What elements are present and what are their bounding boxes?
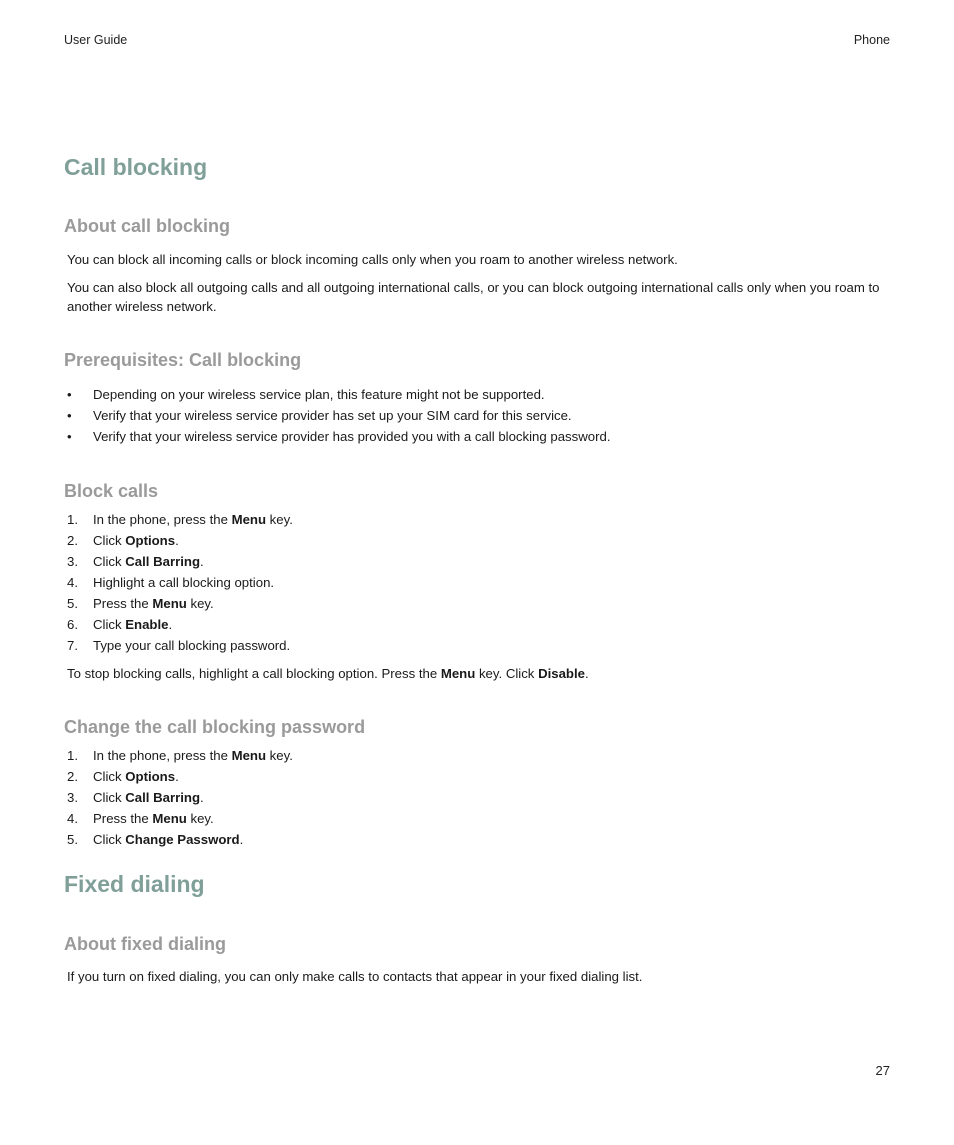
step-number: 2. bbox=[67, 769, 78, 784]
section-title-call-blocking: Call blocking bbox=[64, 154, 208, 180]
step-number: 5. bbox=[67, 832, 78, 847]
list-item bbox=[64, 530, 293, 551]
bullet-marker: • bbox=[67, 387, 72, 402]
step-ui-term: Menu bbox=[152, 811, 187, 826]
step-ui-term: Options bbox=[125, 769, 176, 784]
list-item bbox=[64, 551, 293, 572]
list-item bbox=[64, 572, 293, 593]
step-ui-term: Enable bbox=[125, 617, 169, 632]
step-text-after: key. bbox=[266, 512, 293, 527]
heading-change-password: Change the call blocking password bbox=[64, 717, 366, 737]
list-item bbox=[64, 745, 293, 766]
step-ui-term: Menu bbox=[231, 512, 267, 527]
list-item bbox=[64, 509, 293, 530]
about-call-blocking-para-1: You can block all incoming calls or block incoming calls only when you roam to another wireless network. bbox=[67, 252, 678, 267]
step-text-after: key. bbox=[266, 748, 293, 763]
step-number: 2. bbox=[67, 533, 78, 548]
step-text-after: . bbox=[200, 790, 204, 805]
step-text: Click bbox=[93, 832, 126, 847]
list-item bbox=[64, 384, 610, 405]
bullet-marker: • bbox=[67, 408, 72, 423]
bullet-marker: • bbox=[67, 429, 72, 444]
list-item-text: Depending on your wireless service plan, this feature might not be supported. bbox=[93, 387, 545, 402]
about-fixed-dialing-para: If you turn on fixed dialing, you can only make calls to contacts that appear in your fixed dialing list. bbox=[67, 969, 643, 984]
step-text-after: . bbox=[175, 769, 179, 784]
step-text: In the phone, press the bbox=[93, 512, 232, 527]
step-ui-term: Change Password bbox=[125, 832, 240, 847]
note-ui-term-disable: Disable bbox=[538, 666, 585, 681]
heading-block-calls: Block calls bbox=[64, 481, 159, 501]
step-number: 1. bbox=[67, 748, 78, 763]
list-item bbox=[64, 593, 293, 614]
step-number: 3. bbox=[67, 790, 78, 805]
step-number: 5. bbox=[67, 596, 78, 611]
step-number: 6. bbox=[67, 617, 78, 632]
step-number: 4. bbox=[67, 811, 78, 826]
step-text-after: key. bbox=[186, 596, 214, 611]
step-text: Click bbox=[93, 554, 126, 569]
step-ui-term: Options bbox=[125, 533, 176, 548]
list-item bbox=[64, 829, 293, 850]
list-item-text: Verify that your wireless service provider has provided you with a call blocking password. bbox=[93, 429, 611, 444]
heading-about-call-blocking: About call blocking bbox=[64, 216, 231, 236]
step-text: Press the bbox=[93, 596, 153, 611]
step-text: Click bbox=[93, 769, 126, 784]
step-text: Type your call blocking password. bbox=[93, 638, 291, 653]
step-ui-term: Call Barring bbox=[125, 790, 200, 805]
step-number: 3. bbox=[67, 554, 78, 569]
step-ui-term: Menu bbox=[152, 596, 187, 611]
note-text: To stop blocking calls, highlight a call blocking option. Press the bbox=[67, 666, 441, 681]
list-item bbox=[64, 808, 293, 829]
step-text-after: . bbox=[239, 832, 244, 847]
prerequisites-list bbox=[64, 384, 610, 447]
step-text: Press the bbox=[93, 811, 153, 826]
step-ui-term: Menu bbox=[231, 748, 267, 763]
step-number: 1. bbox=[67, 512, 78, 527]
page-number: 27 bbox=[875, 1063, 890, 1078]
step-text: Click bbox=[93, 790, 126, 805]
list-item bbox=[64, 614, 293, 635]
step-ui-term: Call Barring bbox=[125, 554, 200, 569]
list-item bbox=[64, 787, 293, 808]
step-text: Click bbox=[93, 617, 126, 632]
running-head-left: User Guide bbox=[64, 33, 128, 47]
list-item bbox=[64, 766, 293, 787]
step-text-after: . bbox=[175, 533, 179, 548]
block-calls-steps bbox=[64, 509, 293, 656]
heading-about-fixed-dialing: About fixed dialing bbox=[64, 934, 226, 954]
step-text: Highlight a call blocking option. bbox=[93, 575, 275, 590]
heading-prerequisites: Prerequisites: Call blocking bbox=[64, 350, 302, 370]
change-password-steps bbox=[64, 745, 293, 850]
running-head-right: Phone bbox=[853, 33, 890, 47]
step-text-after: . bbox=[200, 554, 204, 569]
note-ui-term-menu: Menu bbox=[440, 666, 476, 681]
list-item bbox=[64, 405, 610, 426]
list-item bbox=[64, 635, 293, 656]
list-item-text: Verify that your wireless service provider has set up your SIM card for this service. bbox=[93, 408, 572, 423]
step-number: 7. bbox=[67, 638, 78, 653]
about-call-blocking-para-2: You can also block all outgoing calls and all outgoing international calls, or you can block outgoing international calls only when you roam to another wireless network. bbox=[67, 280, 880, 314]
step-number: 4. bbox=[67, 575, 78, 590]
step-text: In the phone, press the bbox=[93, 748, 232, 763]
step-text: Click bbox=[93, 533, 126, 548]
step-text-after: . bbox=[168, 617, 173, 632]
note-text: . bbox=[585, 666, 589, 681]
block-calls-note bbox=[67, 664, 893, 683]
list-item bbox=[64, 426, 610, 447]
step-text-after: key. bbox=[186, 811, 214, 826]
note-text: key. Click bbox=[475, 666, 539, 681]
section-title-fixed-dialing: Fixed dialing bbox=[64, 871, 205, 897]
